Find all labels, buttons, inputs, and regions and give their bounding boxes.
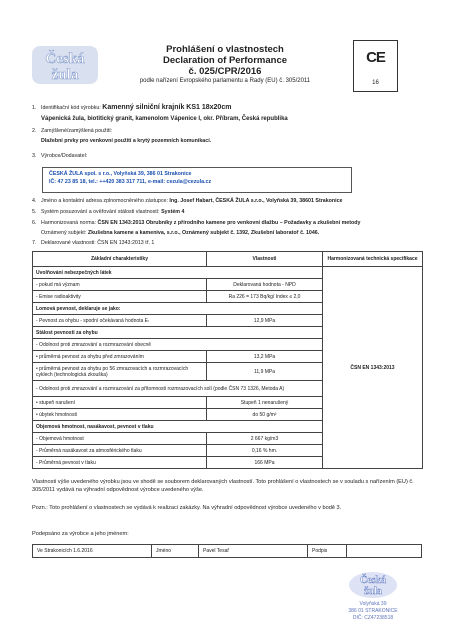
item-5: 5. Systém posuzování a ověřování stálosti vlastností: Systém 4 xyxy=(32,209,185,215)
product-material: Vápenická žula, biotitický granit, kamenolom Vápenice I, okr. Příbram, Česká republika xyxy=(41,116,288,122)
table-row: • průměrná pevnost za ohybu po 56 zmrazovacích a rozmrazovacích cyklech (technologická zkouška) 11,9 MPa xyxy=(33,363,423,381)
table-row: Uvolňování nebezpečných látek ČSN EN 1343:2013 xyxy=(33,267,423,279)
note: Pozn.: Toto prohlášení o vlastnostech se vydává k realizaci zakázky. Na výhradní odpovědnost výrobce uvedeného v bodě 3. xyxy=(32,505,342,511)
table-row: - Emise radioaktivity Ra 226 = 173 Bq/kg/ Index ≤ 2,0 xyxy=(33,291,423,303)
svg-text:DIČ: CZ47238518: DIČ: CZ47238518 xyxy=(352,615,394,621)
svg-text:žula: žula xyxy=(364,586,382,597)
svg-text:386 01 STRAKONICE: 386 01 STRAKONICE xyxy=(348,608,398,614)
signature-field xyxy=(347,545,422,558)
item-1: 1. Identifikační kód výrobku: Kamenný silniční krajník KS1 18x20cm xyxy=(32,104,232,111)
col-header-properties: Vlastnosti xyxy=(207,252,323,267)
standard-cell: ČSN EN 1343:2013 xyxy=(323,267,423,469)
table-row xyxy=(33,545,422,558)
table-row: Stálost pevnosti za ohybu xyxy=(33,327,423,339)
regulation-ref: podle nařízení Evropského parlamentu a Rady (EU) č. 305/2011 xyxy=(139,78,311,84)
company-logo xyxy=(30,44,100,86)
item-3: 3. Výrobce/Dodavatel: xyxy=(32,153,88,159)
ce-number: 16 xyxy=(372,80,379,86)
name-value: Pavel Tesař xyxy=(199,545,308,558)
manufacturer-contact: IČ: 47 23 85 18, tel.: ++420 383 317 711, e-mail: cezula@cezula.cz xyxy=(49,179,212,185)
place-date: Ve Strakonicích 1.6.2016 xyxy=(33,545,152,558)
ce-mark: CE xyxy=(366,49,385,66)
col-header-characteristics: Základní charakteristiky xyxy=(33,252,207,267)
table-row: - Průměrná nasákavost za atmosférického tlaku 0,16 % hm. xyxy=(33,445,423,457)
table-row: - Odolnost proti zmrazování a rozmrazování za přítomnosti rozmrazovacích solí (podle ČSN 73 1326, Metoda A) xyxy=(33,381,423,397)
table-row: - Pevnost za ohybu - spodní očekávaná hodnota Eₗ 12,9 MPa xyxy=(33,315,423,327)
table-row: • úbytek hmotnosti do 50 g/m² xyxy=(33,409,423,421)
intended-use: Dlažební prvky pro venkovní použití a krytý pozemních komunikací. xyxy=(41,138,212,144)
signed-on-behalf: Podepsáno za výrobce a jeho jménem: xyxy=(32,531,129,537)
name-label: Jméno xyxy=(152,545,199,558)
signature-label: Podpis xyxy=(308,545,347,558)
table-row: • stupeň narušení Stupeň 1 nenarušený xyxy=(33,397,423,409)
performance-table xyxy=(32,251,423,469)
table-row: Objemová hmotnost, nasákavost, pevnost v tlaku xyxy=(33,421,423,433)
item-7: 7. Deklarované vlastnosti: ČSN EN 1343:2013 tř. 1 xyxy=(32,240,155,246)
manufacturer-box xyxy=(42,167,352,193)
svg-text:žula: žula xyxy=(51,67,79,83)
svg-text:Volyňská 39: Volyňská 39 xyxy=(359,601,387,607)
title-en: Declaration of Performance xyxy=(162,55,288,66)
table-row: Lomová pevnost, deklaruje se jako: xyxy=(33,303,423,315)
table-row: • průměrná pevnost za ohybu před zmrazováním 13,2 MPa xyxy=(33,351,423,363)
table-row: - Objemová hmotnost 2 667 kg/m3 xyxy=(33,433,423,445)
title-cs: Prohlášení o vlastnostech xyxy=(166,44,284,55)
item-6: 6. Harmonizovaná norma: ČSN EN 1343:2013 Obrubníky z přírodního kamene pro venkovní dlažbu – Požadavky a zkušební metody xyxy=(32,220,361,226)
dop-number: č. 025/CPR/2016 xyxy=(188,66,262,77)
svg-text:Česká: Česká xyxy=(45,51,85,67)
ce-mark-box xyxy=(353,40,398,92)
table-row: - Odolnost proti zmrazování a rozmrazování obecně xyxy=(33,339,423,351)
table-row: - pokud má význam Deklarovaná hodnota - NPD xyxy=(33,279,423,291)
company-stamp xyxy=(333,569,413,631)
table-row: - Průměrná pevnost v tlaku 166 MPa xyxy=(33,457,423,469)
manufacturer-address: ČESKÁ ŽULA spol. s r.o., Volyňská 39, 386 01 Strakonice xyxy=(49,171,192,177)
col-header-specification: Harmonizovaná technická specifikace xyxy=(323,252,423,267)
conformity-statement: Vlastnosti výše uvedeného výrobku jsou ve shodě se souborem deklarovaných vlastností. Toto prohlášení o vlastnostech se v souladu s nařízením (EU) č. 305/2011 vydává na výhradní odpovědnost výrobce uvedeného výše. xyxy=(32,479,414,493)
product-code: Kamenný silniční krajník KS1 18x20cm xyxy=(102,104,232,111)
stamp-graphic xyxy=(333,569,413,631)
item-4: 4. Jméno a kontaktní adresa zplnomocněného zástupce: Ing. Josef Habart, ČESKÁ ŽULA s.r.o., Volyňská 39, 38601 Strakonice xyxy=(32,198,343,204)
notified-body: Oznámený subjekt: Zkušebna kamene a kameniva, s.r.o., Oznámený subjekt č. 1392, Zkušební laboratoř č. 1046. xyxy=(41,230,320,236)
svg-text:Česká: Česká xyxy=(359,575,387,586)
table-header-row xyxy=(33,252,423,267)
document-header xyxy=(110,44,340,86)
signature-table xyxy=(32,544,422,558)
item-2: 2. Zamýšlené/zamýšlená použití: xyxy=(32,128,113,134)
